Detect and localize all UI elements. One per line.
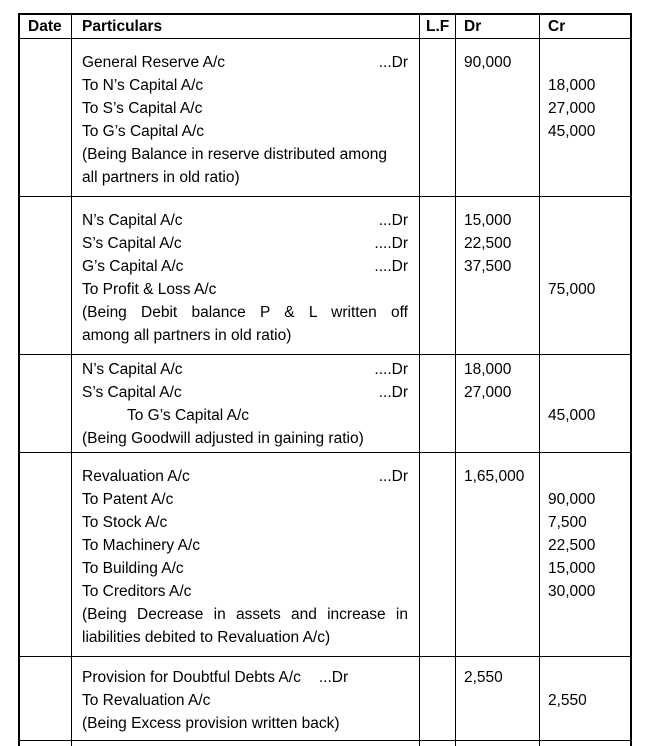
debit-amount [464, 689, 539, 712]
credit-amount: 18,000 [548, 77, 596, 94]
date-cell [20, 657, 72, 740]
debit-amount: 2,550 [464, 669, 503, 686]
journal-table [18, 13, 632, 746]
credit-amount [548, 358, 630, 381]
account-name: G’s Capital A/c [82, 258, 184, 275]
lf-cell [420, 741, 456, 746]
cr-cell [540, 197, 630, 354]
account-name: To Patent A/c [82, 491, 174, 508]
credit-amount: 2,550 [548, 692, 587, 709]
header-dr: Dr [456, 15, 540, 38]
account-name: To Revaluation A/c [82, 692, 211, 709]
cr-cell [540, 657, 630, 740]
narration [82, 603, 408, 649]
credit-account-line [82, 278, 408, 301]
account-name: General Reserve A/c [82, 54, 226, 71]
lf-cell [420, 453, 456, 656]
credit-amount [548, 232, 630, 255]
dr-marker: ...Dr [378, 468, 408, 485]
credit-amount: 27,000 [548, 100, 596, 117]
dr-cell [456, 453, 540, 656]
debit-amount: 37,500 [464, 258, 512, 275]
dr-cell [456, 39, 540, 196]
debit-amount [464, 580, 539, 603]
partial-next-row [20, 741, 630, 746]
credit-amount [548, 209, 630, 232]
narration [82, 427, 408, 450]
date-cell [20, 39, 72, 196]
account-name: S’s Capital A/c [82, 384, 182, 401]
account-name: To N’s Capital A/c [82, 77, 204, 94]
account-name: S’s Capital A/c [82, 235, 182, 252]
debit-amount [464, 120, 539, 143]
dr-marker: ...Dr [378, 54, 408, 71]
credit-account-line [82, 97, 408, 120]
account-name: To Machinery A/c [82, 537, 201, 554]
dr-cell [456, 741, 540, 746]
account-name: N’s Capital A/c [82, 212, 183, 229]
header-particulars: Particulars [72, 15, 420, 38]
date-cell [20, 355, 72, 452]
date-cell [20, 197, 72, 354]
account-name: N’s Capital A/c [82, 361, 183, 378]
dr-marker: ....Dr [374, 361, 408, 378]
debit-account-line [82, 255, 408, 278]
dr-marker: ....Dr [374, 258, 408, 275]
debit-account-line [82, 465, 408, 488]
narration-line: (Being Balance in reserve distributed among [82, 146, 388, 163]
credit-account-line [82, 404, 408, 427]
narration-line: all partners in old ratio) [82, 169, 240, 186]
account-name: Revaluation A/c [82, 468, 190, 485]
debit-amount: 90,000 [464, 54, 512, 71]
account-name: To Creditors A/c [82, 583, 192, 600]
debit-account-line [82, 358, 408, 381]
account-name: To G’s Capital A/c [82, 123, 205, 140]
dr-cell [456, 657, 540, 740]
credit-account-line [82, 511, 408, 534]
particulars-cell [72, 39, 420, 196]
lf-cell [420, 197, 456, 354]
particulars-cell [72, 453, 420, 656]
header-lf: L.F [420, 15, 456, 38]
credit-amount: 22,500 [548, 537, 596, 554]
debit-amount [464, 278, 539, 301]
debit-amount [464, 511, 539, 534]
credit-amount: 45,000 [548, 123, 596, 140]
debit-amount [464, 557, 539, 580]
account-name: To Stock A/c [82, 514, 168, 531]
debit-account-line [82, 381, 408, 404]
credit-amount: 75,000 [548, 281, 596, 298]
journal-header-row [20, 15, 630, 39]
credit-amount: 30,000 [548, 583, 596, 600]
cr-cell [540, 355, 630, 452]
particulars-cell [72, 741, 420, 746]
debit-amount: 22,500 [464, 235, 512, 252]
header-date: Date [20, 15, 72, 38]
debit-amount [464, 488, 539, 511]
dr-cell [456, 197, 540, 354]
debit-amount: 15,000 [464, 212, 512, 229]
narration [82, 712, 408, 735]
credit-amount [548, 666, 630, 689]
credit-account-line [82, 689, 408, 712]
debit-amount [464, 97, 539, 120]
credit-amount: 90,000 [548, 491, 596, 508]
date-cell [20, 453, 72, 656]
dr-cell [456, 355, 540, 452]
debit-account-line [82, 51, 408, 74]
narration-line: (Being Excess provision written back) [82, 715, 340, 732]
debit-account-line [82, 209, 408, 232]
header-cr: Cr [548, 18, 566, 35]
account-name: To G’s Capital A/c [127, 407, 250, 424]
narration-line: (Being Goodwill adjusted in gaining ratio) [82, 430, 364, 447]
credit-account-line [82, 488, 408, 511]
lf-cell [420, 657, 456, 740]
account-name: To S’s Capital A/c [82, 100, 203, 117]
credit-amount [548, 51, 630, 74]
credit-amount [548, 255, 630, 278]
credit-account-line [82, 534, 408, 557]
narration [82, 301, 408, 347]
account-name: To Building A/c [82, 560, 184, 577]
debit-account-line [82, 666, 408, 689]
debit-amount: 1,65,000 [464, 468, 525, 485]
credit-account-line [82, 120, 408, 143]
debit-account-line [82, 232, 408, 255]
lf-cell [420, 355, 456, 452]
credit-amount [548, 465, 630, 488]
dr-marker: ...Dr [378, 384, 408, 401]
dr-marker: ....Dr [374, 235, 408, 252]
journal-entry-row [20, 355, 630, 453]
journal-entry-row [20, 657, 630, 741]
particulars-cell [72, 355, 420, 452]
cr-cell [540, 39, 630, 196]
cr-cell [540, 453, 630, 656]
lf-cell [420, 39, 456, 196]
account-name: To Profit & Loss A/c [82, 281, 217, 298]
journal-entry-row [20, 197, 630, 355]
credit-account-line [82, 74, 408, 97]
credit-account-line [82, 557, 408, 580]
credit-amount: 15,000 [548, 560, 596, 577]
dr-marker: ...Dr [378, 212, 408, 229]
credit-amount: 45,000 [548, 407, 596, 424]
narration-line: among all partners in old ratio) [82, 327, 292, 344]
debit-amount [464, 534, 539, 557]
credit-amount [548, 381, 630, 404]
credit-account-line [82, 580, 408, 603]
narration [82, 143, 408, 189]
credit-amount: 7,500 [548, 514, 587, 531]
debit-amount: 18,000 [464, 361, 512, 378]
debit-amount [464, 404, 539, 427]
dr-marker: ...Dr [318, 669, 349, 686]
particulars-cell [72, 197, 420, 354]
date-cell [20, 741, 72, 746]
narration-line: (Being Debit balance P & L written off [82, 304, 408, 321]
cr-cell [540, 741, 630, 746]
narration-line: (Being Decrease in assets and increase in [82, 606, 408, 623]
journal-entry-row [20, 39, 630, 197]
journal-entry-row [20, 453, 630, 657]
particulars-cell [72, 657, 420, 740]
narration-line: liabilities debited to Revaluation A/c) [82, 629, 331, 646]
debit-amount [464, 74, 539, 97]
debit-amount: 27,000 [464, 384, 512, 401]
account-name: Provision for Doubtful Debts A/c [82, 669, 301, 686]
